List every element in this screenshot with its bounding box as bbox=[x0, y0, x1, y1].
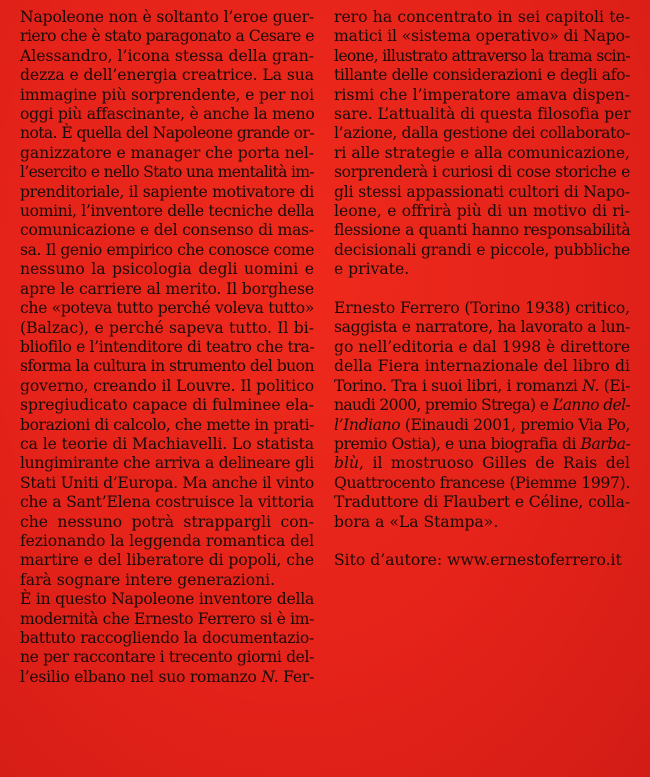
text-line: prenditoriale, il sapiente motivatore di bbox=[20, 182, 315, 201]
text-segment: , il mostruoso Gilles de Rais del bbox=[359, 454, 630, 473]
text-segment: (Einaudi 2001, premio Via Po, bbox=[400, 415, 630, 434]
text-line: della Fiera internazionale del libro di bbox=[334, 357, 630, 376]
text-segment: l’esilio elbano nel suo romanzo bbox=[20, 667, 262, 686]
text-line bbox=[334, 377, 630, 396]
book-title: Barba- bbox=[580, 434, 631, 453]
text-line: tillante delle considerazioni e degli afo- bbox=[334, 66, 630, 85]
text-line: bora a «La Stampa». bbox=[334, 512, 499, 531]
text-line: dezza e dell’energia creatrice. La sua bbox=[20, 66, 314, 85]
text-line: borazioni di calcolo, che mette in prati- bbox=[20, 415, 314, 434]
text-line: ri alle strategie e alla comunicazione, bbox=[334, 143, 630, 162]
text-line: spregiudicato capace di fulminee ela- bbox=[20, 396, 315, 415]
text-line: rismi che l’imperatore amava dispen- bbox=[334, 85, 630, 104]
text-line: oggi più affascinante, è anche la meno bbox=[20, 105, 315, 124]
text-line: sforma la cultura in strumento del buon bbox=[20, 357, 314, 376]
text-line bbox=[334, 416, 630, 435]
book-title: N. bbox=[582, 376, 600, 395]
book-title: l’Indiano bbox=[334, 415, 401, 434]
text-line: che a Sant’Elena costruisce la vittoria bbox=[20, 493, 314, 512]
book-title: N. bbox=[261, 667, 279, 686]
text-line bbox=[20, 668, 314, 687]
text-line bbox=[334, 396, 630, 415]
text-line: gli stessi appassionati cultori di Napo- bbox=[334, 182, 630, 201]
text-line: ca le teorie di Machiavelli. Lo statista bbox=[20, 434, 314, 453]
text-line: l’azione, dalla gestione dei collaborato- bbox=[334, 124, 631, 143]
text-line: martire e del liberatore di popoli, che bbox=[20, 551, 315, 570]
text-line: rero ha concentrato in sei capitoli te- bbox=[334, 8, 630, 26]
text-line: (Balzac), e perché sapeva tutto. Il bi- bbox=[20, 318, 314, 337]
text-line: ganizzatore e manager che porta nel- bbox=[20, 143, 314, 162]
book-title: L’anno del- bbox=[552, 396, 630, 415]
text-line: riero che è stato paragonato a Cesare e bbox=[20, 27, 314, 46]
text-line: sorprenderà i curiosi di cose storiche e bbox=[334, 163, 630, 182]
text-line: È in questo Napoleone inventore della bbox=[20, 590, 314, 609]
text-line: go nell’editoria e dal 1998 è direttore bbox=[334, 337, 631, 356]
text-line: sare. L’attualità di questa filosofia per bbox=[334, 105, 631, 124]
text-line: Traduttore di Flaubert e Céline, colla- bbox=[334, 493, 630, 512]
text-line: governo, creando il Louvre. Il politico bbox=[20, 376, 314, 395]
book-title: blù bbox=[334, 454, 360, 473]
text-line: comunicazione e del consenso di mas- bbox=[20, 221, 315, 240]
text-line: decisionali grandi e piccole, pubbliche bbox=[334, 240, 631, 259]
text-line: battuto raccogliendo la documentazio- bbox=[20, 629, 314, 647]
text-line: ne per raccontare i trecento giorni del- bbox=[20, 648, 314, 667]
text-line: leone, illustrato attraverso la trama scin- bbox=[334, 46, 630, 65]
author-website: Sito d’autore: www.ernestoferrero.it bbox=[334, 551, 622, 570]
right-column bbox=[334, 8, 630, 571]
paragraph-gap bbox=[334, 532, 630, 551]
text-line: e private. bbox=[334, 260, 410, 279]
text-line: sa. Il genio empirico che conosce come bbox=[20, 240, 314, 259]
text-segment: naudi 2000, premio Strega) e bbox=[334, 396, 553, 415]
text-line bbox=[334, 435, 630, 454]
text-line: uomini, l’inventore delle tecniche della bbox=[20, 202, 315, 221]
text-line: nota. È quella del Napoleone grande or- bbox=[20, 124, 314, 143]
text-line bbox=[334, 454, 630, 473]
text-line: saggista e narratore, ha lavorato a lun- bbox=[334, 318, 630, 337]
left-column bbox=[20, 8, 314, 687]
text-line: leone, e offrirà più di un motivo di ri- bbox=[334, 202, 630, 221]
text-line: modernità che Ernesto Ferrero si è im- bbox=[20, 609, 314, 628]
text-line: bliofilo e l’intenditore di teatro che tra- bbox=[20, 337, 315, 356]
text-line: immagine più sorprendente, e per noi bbox=[20, 85, 314, 104]
text-line: che «poteva tutto perché voleva tutto» bbox=[20, 299, 314, 318]
text-line: fezionando la leggenda romantica del bbox=[20, 531, 315, 550]
text-segment: Torino. Tra i suoi libri, i romanzi bbox=[334, 376, 583, 395]
text-line: nessuno la psicologia degli uomini e bbox=[20, 260, 314, 279]
text-line: Stati Uniti d’Europa. Ma anche il vinto bbox=[20, 473, 314, 492]
text-line: Napoleone non è soltanto l’eroe guer- bbox=[20, 8, 314, 26]
text-line: l’esercito e nello Stato una mentalità im- bbox=[20, 163, 315, 182]
text-line: che nessuno potrà strappargli con- bbox=[20, 512, 314, 531]
text-segment: premio Ostia), e una biografia di bbox=[334, 434, 581, 453]
text-line: apre le carriere al merito. Il borghese bbox=[20, 279, 314, 298]
text-line: flessione a quanti hanno responsabilità bbox=[334, 221, 631, 240]
text-line: matici il «sistema operativo» di Napo- bbox=[334, 27, 630, 46]
text-line: farà sognare intere generazioni. bbox=[20, 570, 276, 589]
text-segment: Fer- bbox=[278, 667, 315, 686]
text-line: Quattrocento francese (Piemme 1997). bbox=[334, 473, 631, 492]
text-line: Alessandro, l’icona stessa della gran- bbox=[20, 46, 314, 65]
paragraph-gap bbox=[334, 280, 630, 299]
text-segment: (Ei- bbox=[599, 376, 630, 395]
text-line: Ernesto Ferrero (Torino 1938) critico, bbox=[334, 299, 631, 318]
text-line: lungimirante che arriva a delineare gli bbox=[20, 454, 314, 473]
